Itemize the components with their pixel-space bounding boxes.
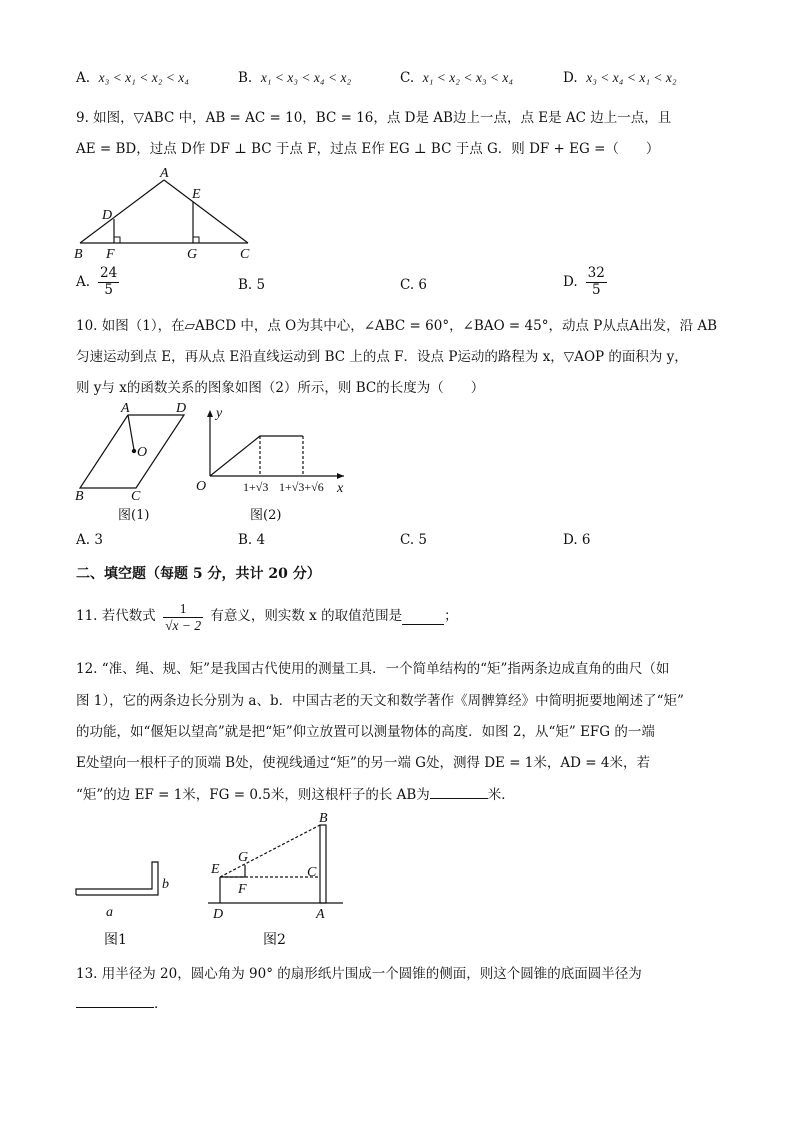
q10-option-c: C. 5 bbox=[400, 532, 428, 548]
fraction-numerator: 1 bbox=[163, 601, 203, 618]
fraction-numerator: 32 bbox=[587, 265, 605, 281]
label-origin: O bbox=[196, 479, 207, 494]
q10-option-d: D. 6 bbox=[563, 532, 591, 548]
label-d: D bbox=[176, 401, 187, 416]
fig2-caption: 图2 bbox=[263, 932, 286, 948]
label-c: C bbox=[307, 865, 317, 880]
q13-line2 bbox=[76, 992, 168, 1012]
label-b: B bbox=[75, 489, 84, 504]
q10-line1: 10. 如图（1），在▱ABCD 中，点 O为其中心，∠ABC = 60°，∠BAO = 45°，动点 P从点A出发，沿 AB bbox=[76, 318, 718, 334]
fraction-numerator: 24 bbox=[100, 265, 118, 281]
option-letter: C. bbox=[400, 70, 415, 86]
option-text: x₁ < x₃ < x₄ < x₂ bbox=[260, 70, 352, 85]
option-letter: A. bbox=[76, 274, 91, 291]
option-letter: D. bbox=[563, 274, 578, 291]
q13-end: ． bbox=[154, 996, 168, 1012]
label-x: x bbox=[337, 481, 344, 496]
fraction-denominator: 5 bbox=[591, 281, 601, 298]
q9-option-c: C. 6 bbox=[400, 277, 428, 293]
option-text: x₃ < x₁ < x₂ < x₄ bbox=[98, 70, 189, 85]
ruler-figure bbox=[76, 862, 158, 895]
q12-line2: 图 1），它的两条边长分别为 a、b．中国古老的天文和数学著作《周髀算经》中简明扼要地阐述了“矩” bbox=[76, 693, 684, 709]
label-b: B bbox=[74, 247, 83, 262]
label-d: D bbox=[102, 208, 113, 223]
label-c: C bbox=[131, 489, 141, 504]
measurement-figure bbox=[208, 825, 343, 903]
q12-line5-text: “矩”的边 EF = 1米，FG = 0.5米，则这根杆子的长 AB为 bbox=[76, 787, 430, 803]
q12-line5-end: 米． bbox=[487, 787, 515, 803]
q9-line1: 9. 如图，▽ABC 中，AB = AC = 10，BC = 16，点 D是 AB边上一点，点 E是 AC 边上一点，且 bbox=[76, 110, 672, 126]
label-c: C bbox=[240, 247, 250, 262]
q10-line2: 匀速运动到点 E，再从点 E沿直线运动到 BC 上的点 F．设点 P运动的路程为 x，▽AOP 的面积为 y， bbox=[76, 349, 688, 365]
option-letter: A. bbox=[76, 70, 91, 86]
label-e: E bbox=[211, 862, 220, 877]
fig1-caption: 图(1) bbox=[118, 508, 150, 523]
label-g: G bbox=[238, 850, 249, 865]
q10-line3: 则 y与 x的函数关系的图象如图（2）所示，则 BC的长度为（ ） bbox=[76, 380, 485, 396]
fig1-caption: 图1 bbox=[104, 932, 127, 948]
label-a: A bbox=[121, 401, 130, 416]
q12-line4: E处望向一根杆子的顶端 B处，使视线通过“矩”的另一端 G处，测得 DE = 1米，AD = 4米，若 bbox=[76, 755, 650, 771]
q12-line3: 的功能，如“偃矩以望高”就是把“矩”仰立放置可以测量物体的高度．如图 2，从“矩” EFG 的一端 bbox=[76, 724, 655, 740]
q10-option-a: A. 3 bbox=[76, 532, 103, 548]
option-letter: D. bbox=[563, 70, 578, 86]
label-g: G bbox=[187, 247, 198, 262]
option-text: x₁ < x₂ < x₃ < x₄ bbox=[422, 70, 514, 85]
label-a: a bbox=[106, 905, 113, 920]
q11-suffix: 有意义，则实数 x 的取值范围是 bbox=[210, 608, 403, 625]
label-b: b bbox=[162, 877, 169, 892]
section-heading: 二、填空题（每题 5 分，共计 20 分） bbox=[76, 566, 321, 582]
q11-prefix: 11. 若代数式 bbox=[76, 608, 156, 625]
answer-blank[interactable] bbox=[76, 993, 154, 1008]
label-b: B bbox=[319, 811, 328, 826]
sightline-eb bbox=[220, 825, 320, 877]
fraction-denominator: √x − 2 bbox=[165, 617, 202, 633]
label-f: F bbox=[238, 882, 247, 897]
label-y: y bbox=[216, 406, 223, 421]
fig2-caption: 图(2) bbox=[250, 508, 282, 523]
q12-line1: 12. “准、绳、规、矩”是我国古代使用的测量工具．一个简单结构的“矩”指两条边成直角的曲尺（如 bbox=[76, 661, 670, 677]
option-text: x₃ < x₄ < x₁ < x₂ bbox=[586, 70, 677, 85]
label-e: E bbox=[192, 187, 201, 202]
label-o: O bbox=[137, 445, 148, 460]
q9-line2: AE = BD，过点 D作 DF ⊥ BC 于点 F，过点 E作 EG ⊥ BC 于点 G．则 DF + EG =（ ） bbox=[76, 141, 660, 157]
fraction-denominator: 5 bbox=[104, 281, 113, 298]
tick-label-1: 1+√3 bbox=[243, 480, 269, 494]
label-f: F bbox=[106, 247, 115, 262]
q10-option-b: B. 4 bbox=[238, 532, 266, 548]
q13-line1: 13. 用半径为 20，圆心角为 90° 的扇形纸片围成一个圆锥的侧面，则这个圆锥的底面圆半径为 bbox=[76, 966, 642, 982]
ruler-shape bbox=[76, 862, 158, 895]
pole-ab bbox=[320, 825, 326, 903]
option-letter: B. bbox=[238, 70, 253, 86]
label-d: D bbox=[213, 907, 224, 922]
tick-label-2: 1+√3+√6 bbox=[279, 480, 324, 494]
label-a: A bbox=[316, 907, 325, 922]
label-a: A bbox=[160, 166, 169, 181]
q11-end: ； bbox=[444, 608, 458, 625]
q9-option-b: B. 5 bbox=[238, 277, 266, 293]
